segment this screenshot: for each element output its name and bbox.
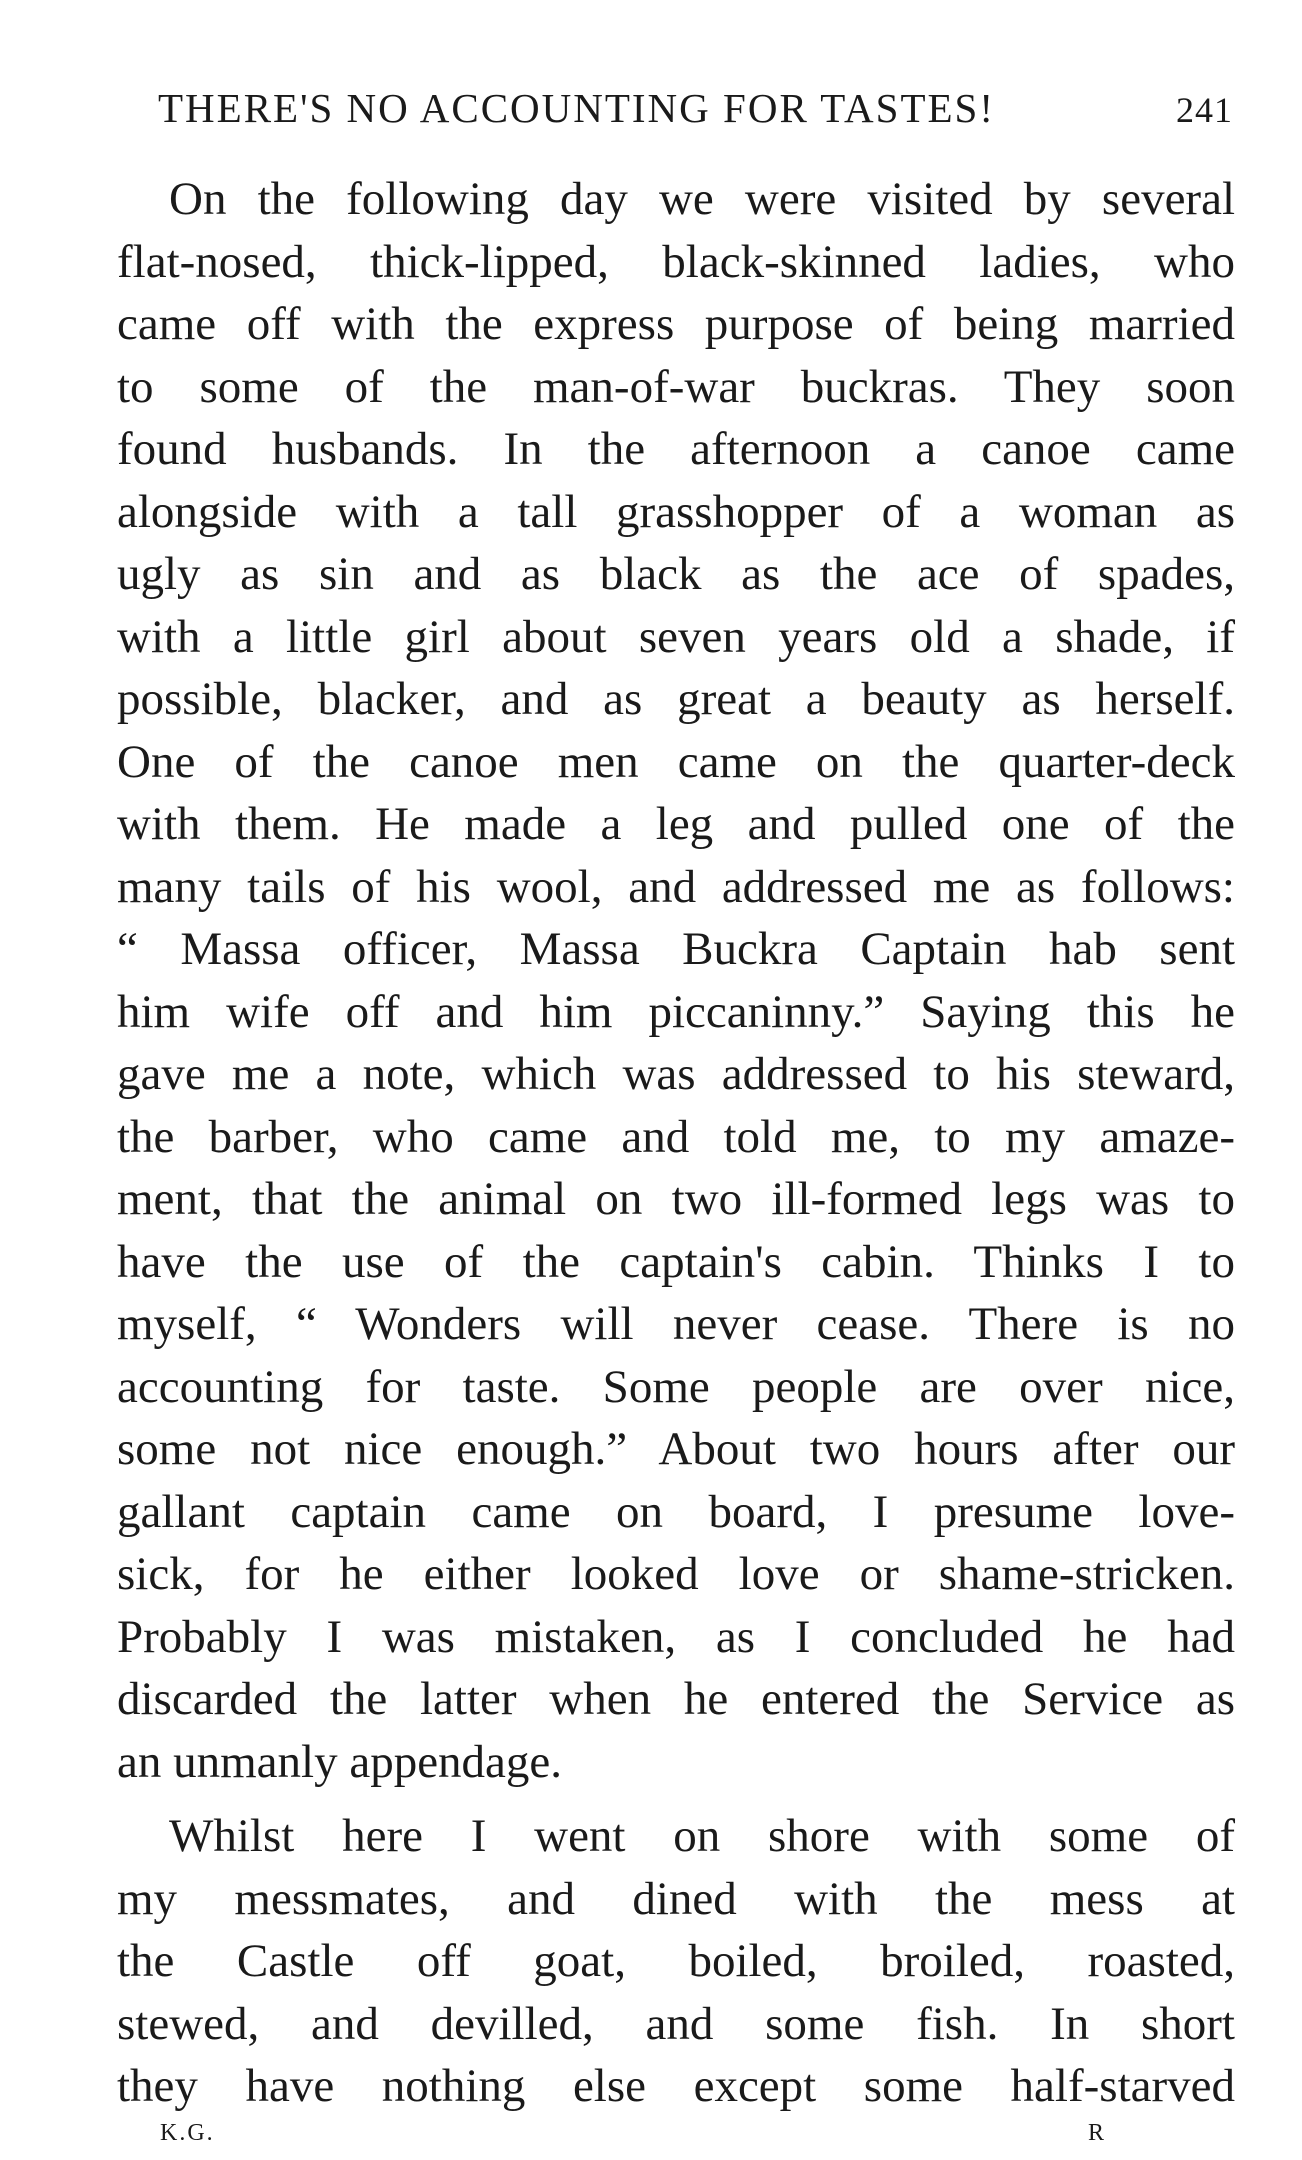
text-line: ment, that the animal on two ill-formed legs was to — [117, 1173, 1235, 1225]
text-line: gallant captain came on board, I presume love- — [117, 1485, 1235, 1538]
text-line: possible, blacker, and as great a beauty as herself. — [117, 673, 1235, 725]
signature-letter: R — [1088, 2120, 1107, 2146]
text-line: found husbands. In the afternoon a canoe came — [117, 423, 1235, 475]
text-line: On the following day we were visited by several — [169, 173, 1235, 225]
text-line: Probably I was mistaken, as I concluded he had — [117, 1610, 1235, 1663]
text-line: the barber, who came and told me, to my amaze- — [117, 1110, 1235, 1163]
text-line: my messmates, and dined with the mess at — [117, 1872, 1235, 1925]
text-line: some not nice enough.” About two hours after our — [117, 1423, 1235, 1475]
text-line: with a little girl about seven years old a shade, if — [117, 610, 1235, 663]
running-head-title: THERE'S NO ACCOUNTING FOR TASTES! — [158, 85, 996, 131]
text-line: an unmanly appendage. — [117, 1735, 563, 1788]
text-line: they have nothing else except some half-starved — [117, 2060, 1235, 2112]
text-line: flat-nosed, thick-lipped, black-skinned ladies, who — [117, 235, 1235, 288]
text-line: One of the canoe men came on the quarter-deck — [117, 735, 1235, 788]
text-line: “ Massa officer, Massa Buckra Captain hab sent — [117, 923, 1235, 975]
text-line: have the use of the captain's cabin. Thinks I to — [117, 1235, 1235, 1288]
page-number: 241 — [1176, 90, 1233, 130]
paragraph — [117, 168, 1235, 1793]
body-text — [117, 168, 1235, 2118]
text-line: accounting for taste. Some people are over nice, — [117, 1360, 1235, 1413]
text-line: Whilst here I went on shore with some of — [169, 1810, 1235, 1862]
text-line: him wife off and him piccaninny.” Saying this he — [117, 985, 1235, 1038]
text-line: many tails of his wool, and addressed me as follows: — [117, 860, 1235, 913]
signature-mark: K.G. — [160, 2120, 215, 2146]
text-line: came off with the express purpose of being married — [117, 298, 1235, 350]
text-line: myself, “ Wonders will never cease. There is no — [117, 1298, 1235, 1350]
paragraph — [117, 1805, 1235, 2118]
running-head — [158, 78, 1233, 138]
text-line: to some of the man-of-war buckras. They soon — [117, 360, 1235, 413]
text-line: gave me a note, which was addressed to his steward, — [117, 1048, 1235, 1100]
text-line: the Castle off goat, boiled, broiled, roasted, — [117, 1935, 1235, 1987]
text-line: sick, for he either looked love or shame-stricken. — [117, 1548, 1235, 1600]
text-line: discarded the latter when he entered the Service as — [117, 1673, 1235, 1725]
text-line: alongside with a tall grasshopper of a woman as — [117, 485, 1235, 538]
text-line: with them. He made a leg and pulled one of the — [117, 798, 1235, 850]
text-line: stewed, and devilled, and some fish. In short — [117, 1997, 1235, 2050]
page-footer — [0, 2120, 1302, 2156]
text-line: ugly as sin and as black as the ace of spades, — [117, 548, 1235, 600]
